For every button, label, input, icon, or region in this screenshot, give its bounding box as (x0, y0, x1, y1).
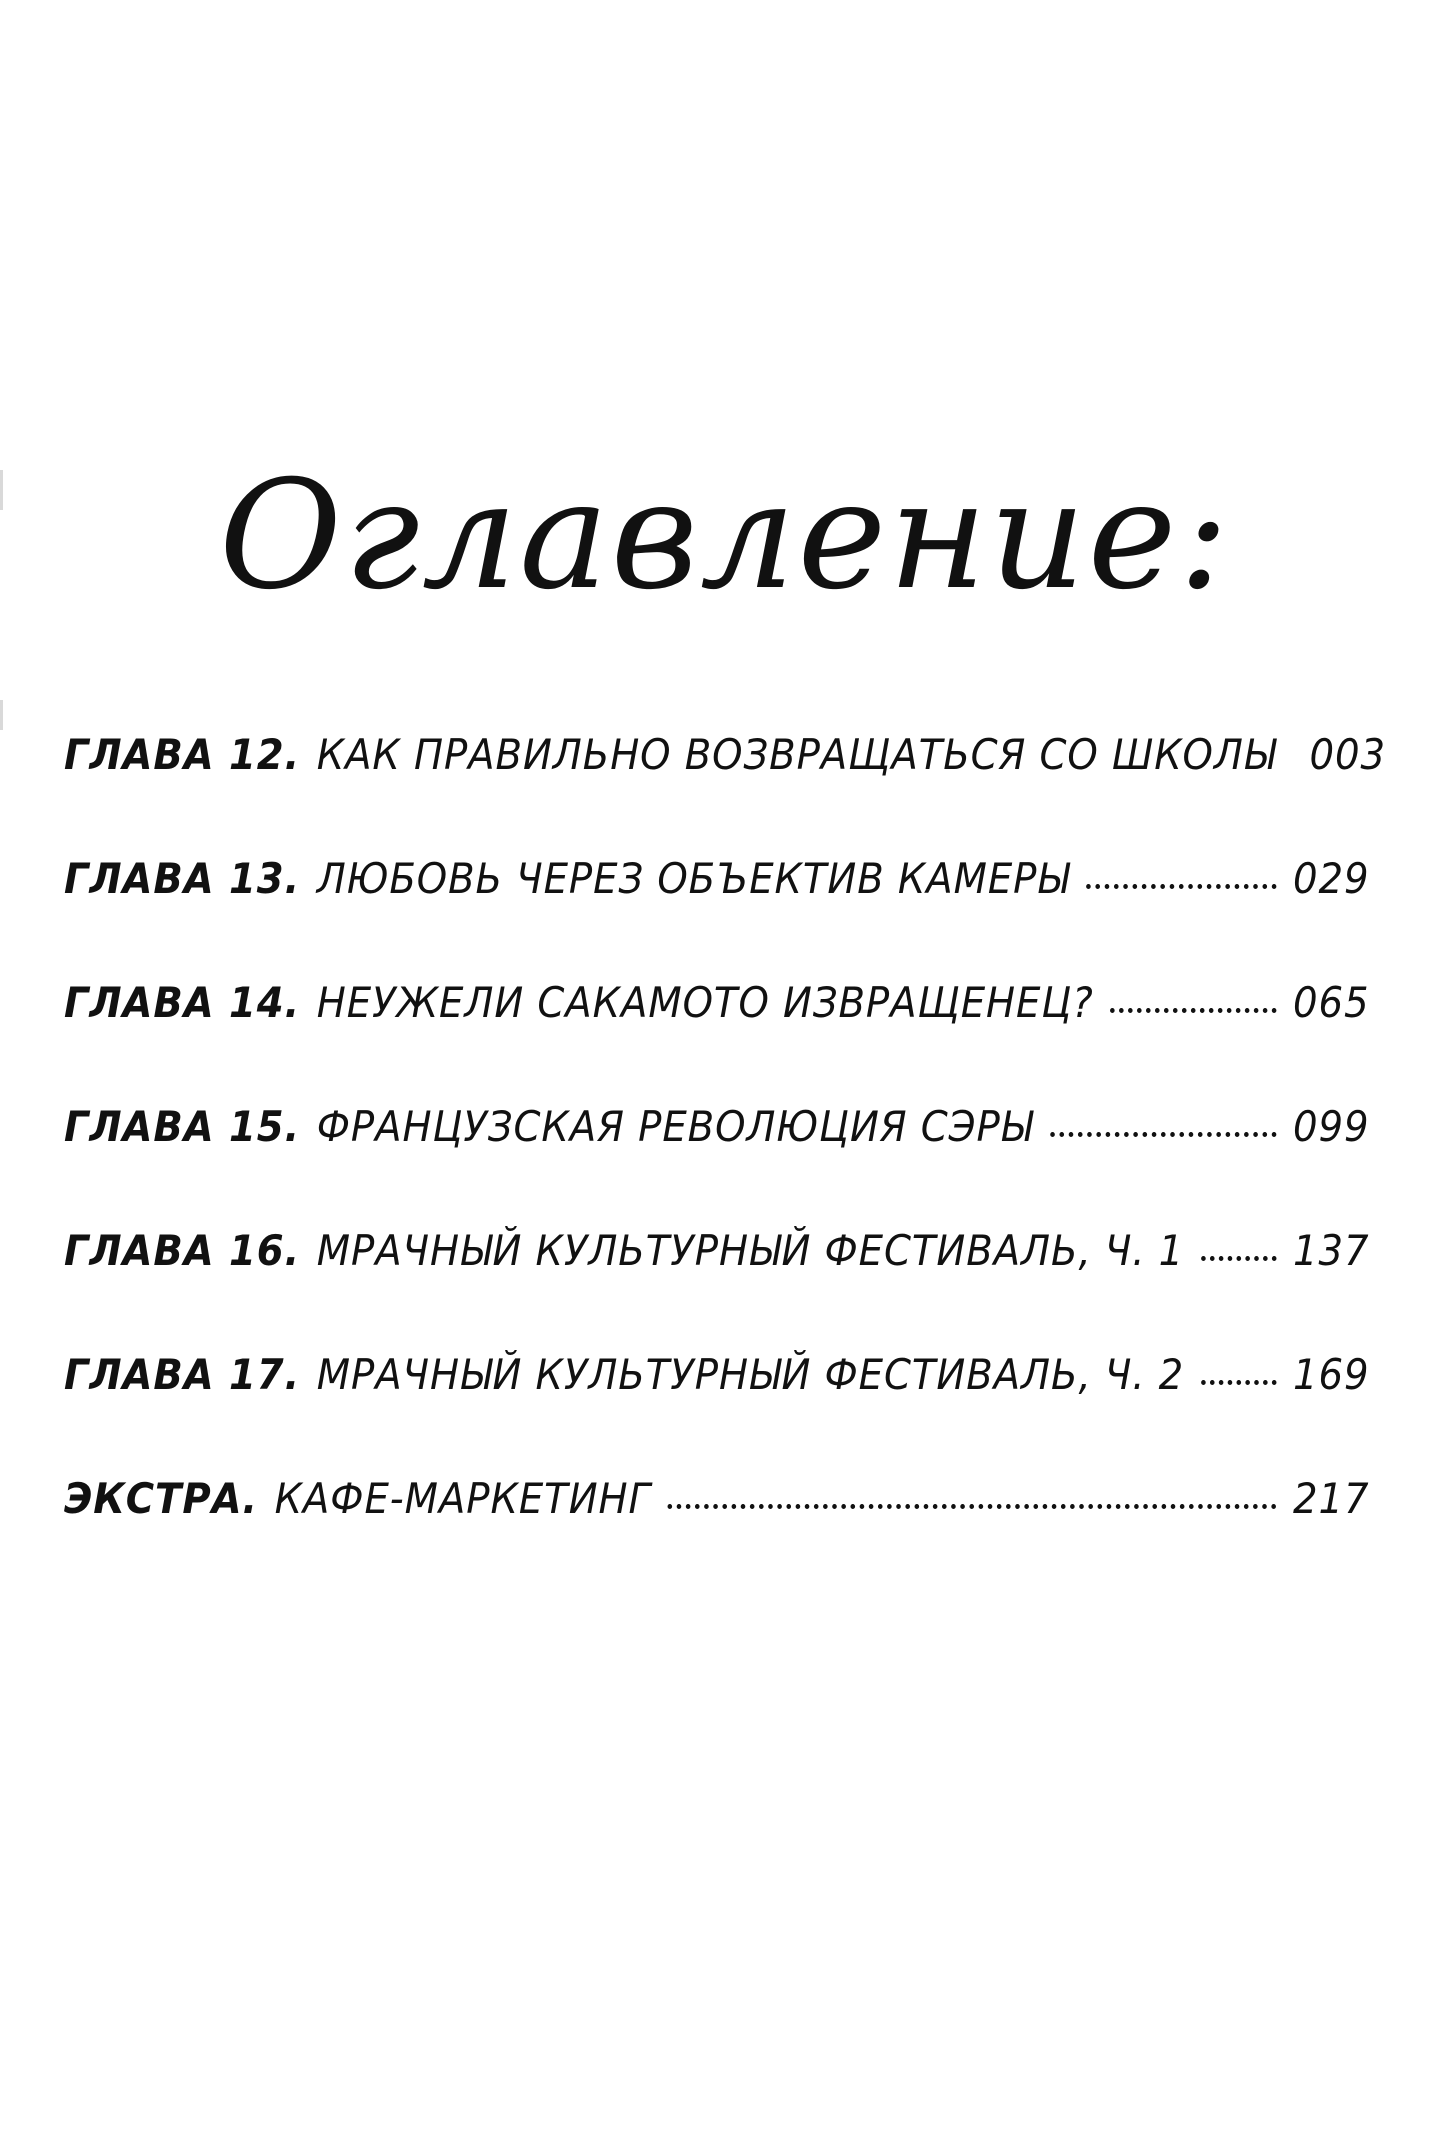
toc-entry-name: КАК ПРАВИЛЬНО ВОЗВРАЩАТЬСЯ СО ШКОЛЫ (316, 730, 1277, 779)
toc-entry-page: 099 (1292, 1102, 1370, 1151)
toc-entry-name: ФРАНЦУЗСКАЯ РЕВОЛЮЦИЯ СЭРЫ (316, 1102, 1034, 1151)
toc-entry-page: 003 (1309, 730, 1387, 779)
toc-entry (64, 1226, 1369, 1350)
toc-entry-page: 137 (1292, 1226, 1370, 1275)
toc-entry (64, 854, 1369, 978)
toc-entry-page: 217 (1292, 1474, 1370, 1523)
toc-entry-name: МРАЧНЫЙ КУЛЬТУРНЫЙ ФЕСТИВАЛЬ, Ч. 1 (316, 1226, 1185, 1275)
toc-entry-name: ЛЮБОВЬ ЧЕРЕЗ ОБЪЕКТИВ КАМЕРЫ (316, 854, 1070, 903)
toc-entry-label: ГЛАВА 16. (64, 1226, 301, 1275)
toc-list (64, 730, 1387, 1598)
toc-entry-label: ГЛАВА 12. (64, 730, 301, 779)
page-title: Оглавление: (218, 448, 1231, 623)
toc-dot-leader (1050, 1132, 1277, 1137)
toc-entry-name: МРАЧНЫЙ КУЛЬТУРНЫЙ ФЕСТИВАЛЬ, Ч. 2 (316, 1350, 1185, 1399)
toc-entry (64, 978, 1369, 1102)
toc-entry-label: ГЛАВА 13. (64, 854, 301, 903)
toc-dot-leader (1201, 1256, 1277, 1261)
toc-dot-leader (1201, 1380, 1277, 1385)
toc-entry-label: ГЛАВА 15. (64, 1102, 301, 1151)
toc-entry-label: ГЛАВА 17. (64, 1350, 301, 1399)
toc-entry-name: КАФЕ-МАРКЕТИНГ (274, 1474, 651, 1523)
toc-entry-label: ЭКСТРА. (64, 1474, 259, 1523)
toc-entry (64, 1350, 1369, 1474)
page-edge-mark (0, 700, 3, 730)
toc-dot-leader (1110, 1008, 1276, 1013)
toc-dot-leader (668, 1504, 1277, 1509)
toc-dot-leader (1086, 884, 1276, 889)
toc-entry-page: 065 (1292, 978, 1370, 1027)
toc-entry-name: НЕУЖЕЛИ САКАМОТО ИЗВРАЩЕНЕЦ? (316, 978, 1094, 1027)
toc-entry (64, 1474, 1369, 1598)
toc-entry (64, 730, 1387, 854)
toc-entry-label: ГЛАВА 14. (64, 978, 301, 1027)
toc-entry-page: 169 (1292, 1350, 1370, 1399)
toc-entry (64, 1102, 1369, 1226)
toc-entry-page: 029 (1292, 854, 1370, 903)
